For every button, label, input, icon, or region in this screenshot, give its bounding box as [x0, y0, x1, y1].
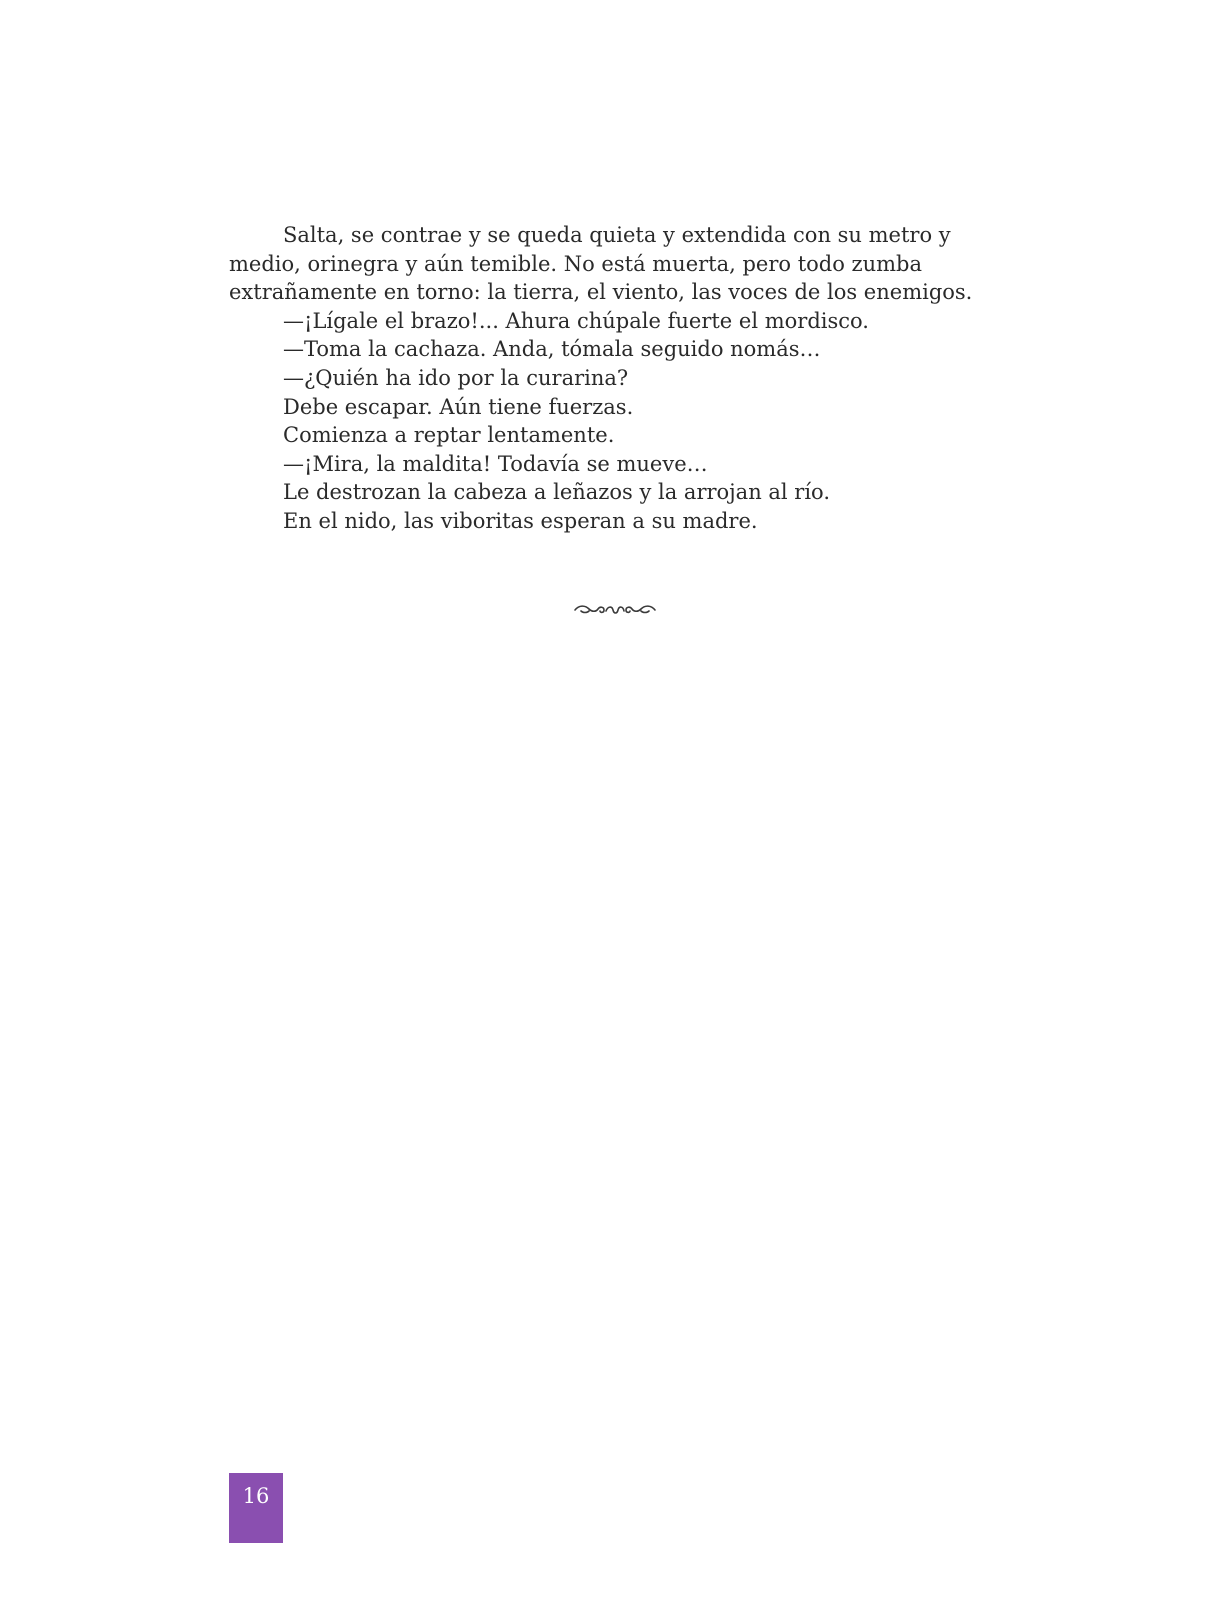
page-number-tab	[229, 1473, 283, 1543]
paragraph: —¡Lígale el brazo!... Ahura chúpale fuerte el mordisco.	[283, 308, 869, 333]
paragraph: En el nido, las viboritas esperan a su madre.	[283, 508, 758, 533]
paragraph: —Toma la cachaza. Anda, tómala seguido nomás…	[283, 337, 821, 362]
paragraph: —¿Quién ha ido por la curarina?	[283, 365, 629, 390]
flourish-divider-icon	[573, 601, 657, 619]
page-number: 16	[242, 1484, 270, 1508]
paragraph: Salta, se contrae y se queda quieta y extendida con su metro y medio, orinegra y aún temible. No está muerta, pero todo zumba extrañamente en torno: la tierra, el viento, las voces de los enemigos.	[229, 223, 973, 305]
body-text	[229, 221, 1019, 536]
paragraph: Comienza a reptar lentamente.	[283, 423, 615, 448]
paragraph: Le destrozan la cabeza a leñazos y la arrojan al río.	[283, 480, 831, 505]
paragraph: —¡Mira, la maldita! Todavía se mueve…	[283, 451, 708, 476]
paragraph: Debe escapar. Aún tiene fuerzas.	[283, 394, 634, 419]
